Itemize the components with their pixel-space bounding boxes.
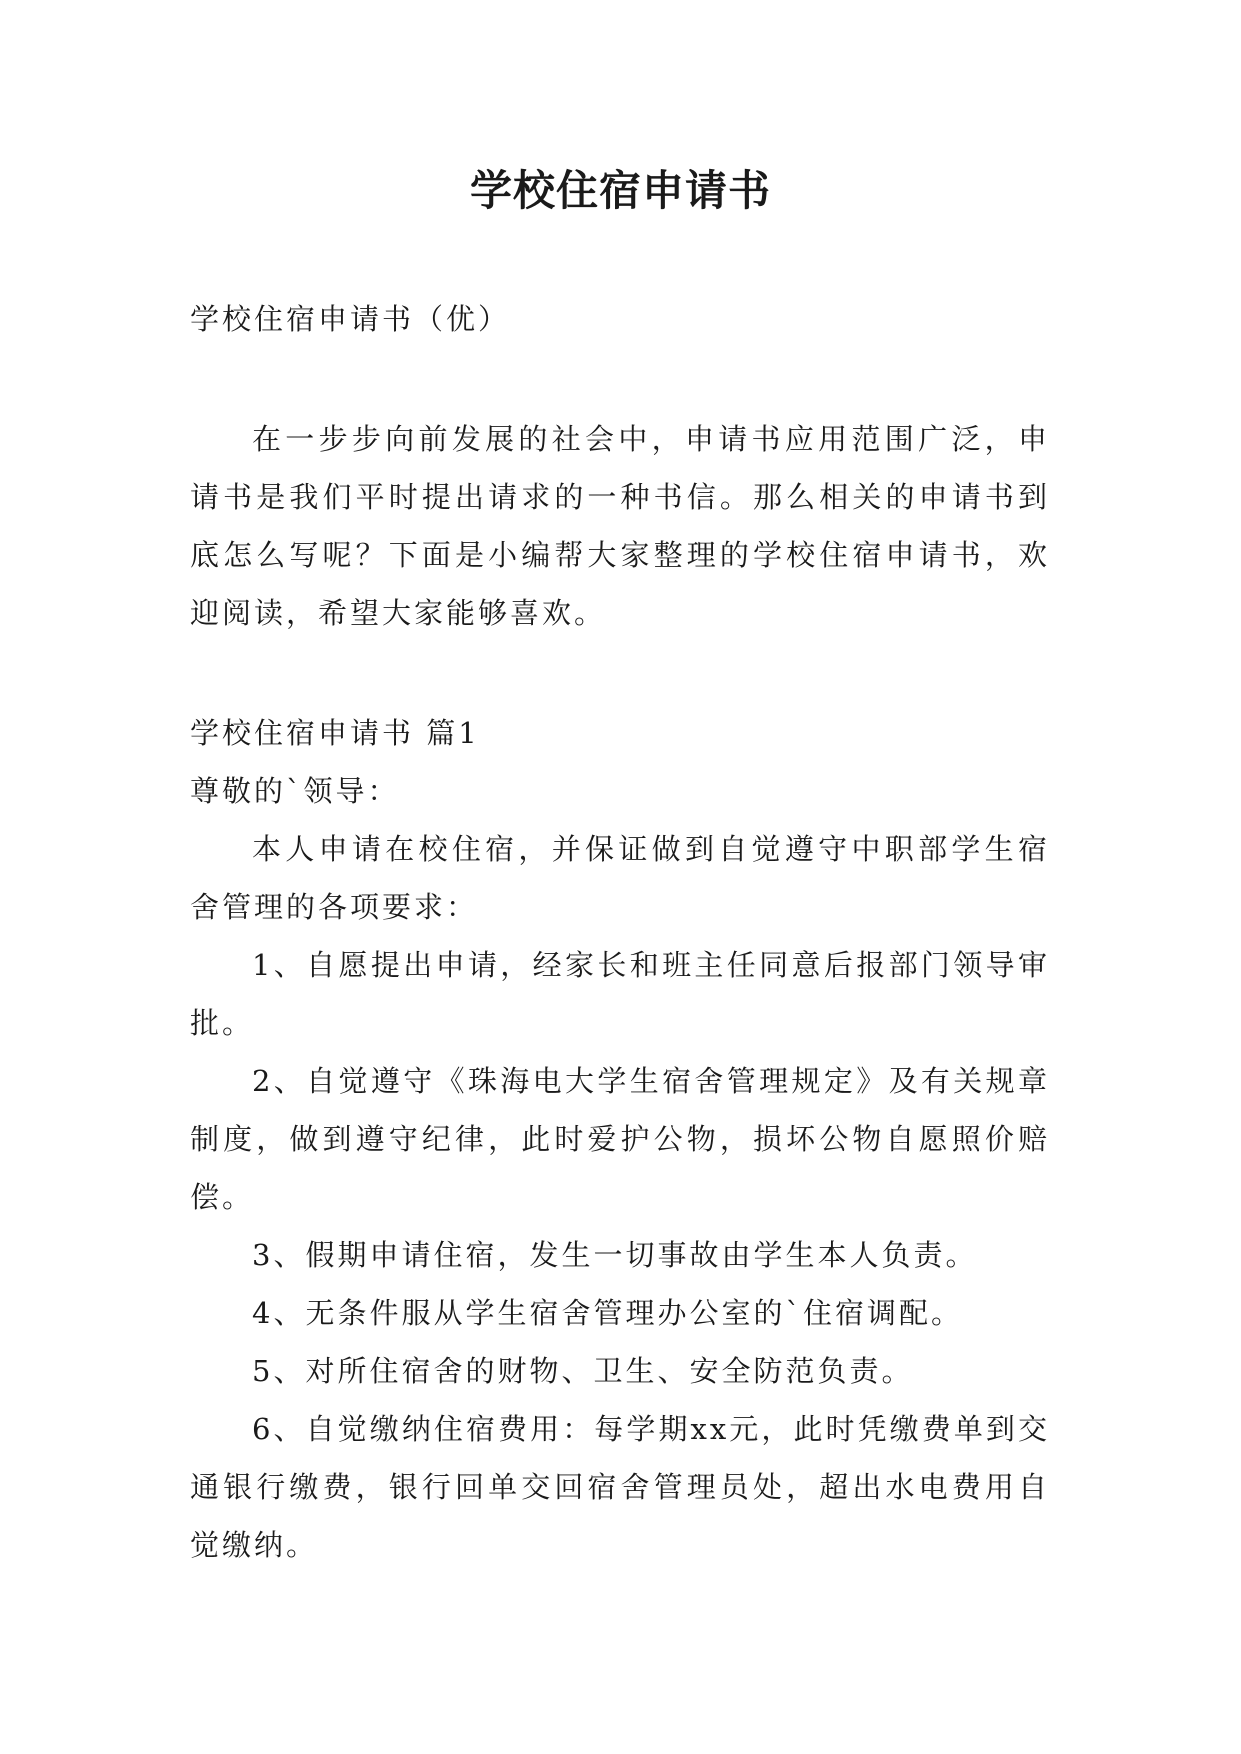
rule-item-6: 6、自觉缴纳住宿费用：每学期xx元，此时凭缴费单到交通银行缴费，银行回单交回宿舍管理员处，超出水电费用自觉缴纳。 [190, 1412, 1050, 1562]
body-paragraph-statement: 本人申请在校住宿，并保证做到自觉遵守中职部学生宿舍管理的各项要求： [190, 832, 1050, 924]
salutation: 尊敬的`领导： [190, 774, 400, 808]
rule-item-2: 2、自觉遵守《珠海电大学生宿舍管理规定》及有关规章制度，做到遵守纪律，此时爱护公物，损坏公物自愿照价赔偿。 [190, 1064, 1050, 1214]
intro-paragraph: 在一步步向前发展的社会中，申请书应用范围广泛，申请书是我们平时提出请求的一种书信。那么相关的申请书到底怎么写呢？下面是小编帮大家整理的学校住宿申请书，欢迎阅读，希望大家能够喜欢。 [190, 422, 1050, 630]
rule-item-3: 3、假期申请住宿，发生一切事故由学生本人负责。 [252, 1238, 978, 1272]
rule-item-1: 1、自愿提出申请，经家长和班主任同意后报部门领导审批。 [190, 948, 1050, 1040]
rule-item-4: 4、无条件服从学生宿舍管理办公室的`住宿调配。 [252, 1296, 963, 1330]
document-title: 学校住宿申请书 [469, 166, 771, 215]
rule-item-5: 5、对所住宿舍的财物、卫生、安全防范负责。 [252, 1354, 914, 1388]
document-subtitle: 学校住宿申请书（优） [190, 302, 511, 336]
document-body [190, 290, 1050, 1574]
section-heading: 学校住宿申请书 篇1 [190, 716, 480, 750]
